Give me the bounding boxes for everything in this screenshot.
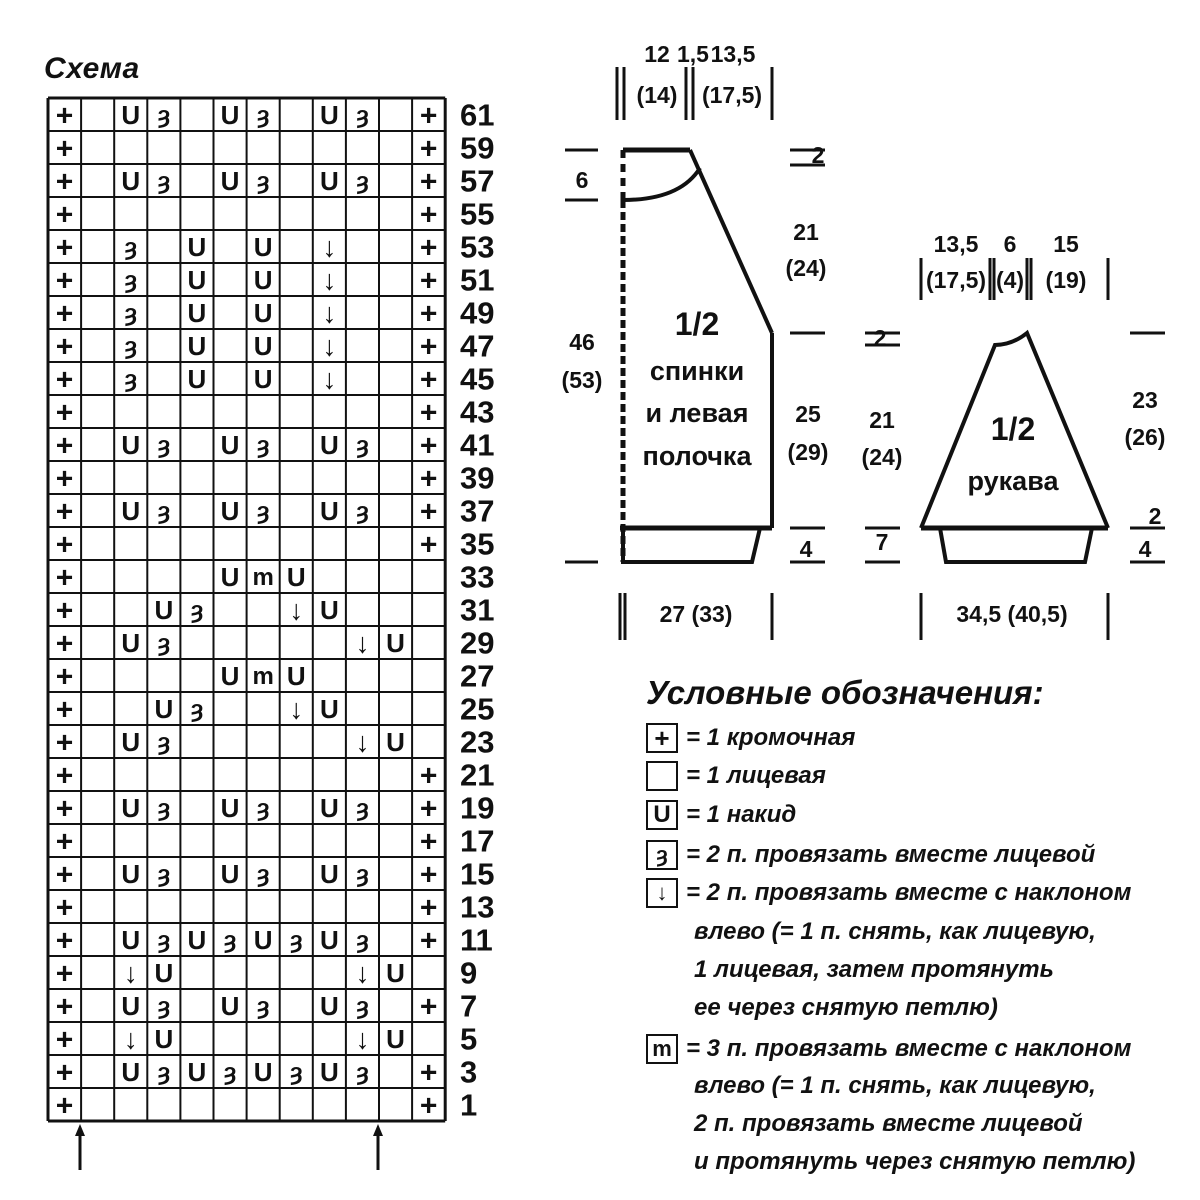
back-total-height-alt: (53) (561, 367, 603, 393)
chart-cell-symbol: + (419, 792, 438, 826)
repeat-marker-arrow (75, 1124, 85, 1136)
chart-cell-symbol: ȝ (356, 861, 369, 889)
chart-cell-symbol: + (55, 759, 74, 793)
chart-cell-symbol: U (319, 693, 339, 724)
sleeve-top-right-dim: 15 (1053, 231, 1079, 257)
chart-cell-symbol: + (55, 990, 74, 1024)
chart-cell-symbol: U (187, 363, 207, 394)
chart-cell-symbol: U (220, 165, 240, 196)
row-number: 55 (460, 196, 495, 232)
sleeve-top-right-alt-dim: (19) (1045, 267, 1087, 293)
chart-cell-symbol: + (55, 132, 74, 166)
chart-cell-symbol: ȝ (256, 795, 270, 823)
chart-cell-symbol: + (55, 1056, 74, 1090)
chart-cell-symbol: ȝ (256, 498, 270, 526)
chart-cell-symbol: U (253, 1056, 273, 1087)
back-label-fraction: 1/2 (674, 306, 720, 342)
chart-cell-symbol: + (419, 231, 438, 265)
chart-cell-symbol: ↓ (322, 330, 337, 362)
back-armhole-height-alt: (24) (785, 255, 827, 281)
chart-cell-symbol: U (220, 858, 240, 889)
chart-cell-symbol: ȝ (157, 729, 171, 757)
chart-cell-symbol: + (419, 396, 438, 430)
chart-cell-symbol: + (55, 693, 74, 727)
chart-cell-symbol: + (55, 561, 74, 595)
chart-cell-symbol: ↓ (355, 957, 370, 989)
sleeve-right-height: 23 (1132, 387, 1158, 413)
chart-cell-symbol: ȝ (223, 1059, 237, 1087)
chart-cell-symbol: U (187, 231, 207, 262)
row-number: 3 (460, 1054, 478, 1090)
sleeve-cap-height-alt: (24) (861, 444, 903, 470)
chart-cell-symbol: ȝ (256, 168, 270, 196)
chart-cell-symbol: ȝ (290, 927, 303, 955)
chart-cell-symbol: + (55, 957, 74, 991)
legend-text-k2tog: = 2 п. провязать вместе лицевой (686, 841, 1096, 868)
row-number: 23 (460, 724, 495, 760)
back-top-right-alt-dim: (17,5) (701, 82, 763, 108)
chart-cell-symbol: + (419, 297, 438, 331)
legend-item-yarnover (646, 800, 796, 830)
chart-cell-symbol: U (386, 726, 405, 757)
row-number: 57 (460, 163, 495, 199)
chart-cell-symbol: U (286, 561, 306, 592)
chart-cell-symbol: + (55, 594, 74, 628)
chart-cell-symbol: U (319, 99, 339, 130)
legend-sk3-cont-3: и протянуть через снятую петлю) (694, 1148, 1136, 1175)
chart-cell-symbol: + (55, 825, 74, 859)
chart-cell-symbol: U (154, 594, 174, 625)
chart-cell-symbol: U (386, 627, 405, 658)
chart-cell-symbol: U (286, 660, 306, 691)
sleeve-right-height-alt: (26) (1124, 424, 1166, 450)
chart-cell-symbol: U (154, 1023, 174, 1054)
sleeve-top-left-dim: 13,5 (933, 231, 979, 257)
chart-cell-symbol: U (187, 297, 207, 328)
row-number: 39 (460, 460, 495, 496)
chart-cell-symbol: ȝ (124, 234, 137, 262)
chart-cell-symbol: ↓ (355, 1023, 370, 1055)
chart-cell-symbol: U (220, 495, 240, 526)
chart-cell-symbol: ȝ (124, 333, 137, 361)
chart-cell-symbol: U (154, 957, 174, 988)
legend-text-ssk: = 2 п. провязать вместе с наклоном (686, 879, 1132, 906)
chart-cell-symbol: U (319, 165, 339, 196)
chart-cell-symbol: U (319, 990, 339, 1021)
sleeve-cuff-left: 7 (875, 529, 889, 555)
chart-cell-symbol: ȝ (124, 267, 137, 295)
chart-cell-symbol: ȝ (190, 597, 204, 625)
chart-cell-symbol: ȝ (356, 168, 369, 196)
chart-cell-symbol: ↓ (289, 693, 304, 725)
chart-cell-symbol: ȝ (356, 795, 369, 823)
chart-cell-symbol: + (55, 396, 74, 430)
chart-cell-symbol: U (121, 99, 141, 130)
sleeve-top-left-alt-dim: (17,5) (925, 267, 987, 293)
row-number: 47 (460, 328, 495, 364)
legend-text-edge: = 1 кромочная (686, 724, 856, 751)
sleeve-cap-height: 21 (869, 407, 895, 433)
chart-cell-symbol: U (253, 330, 273, 361)
back-armhole-height: 21 (793, 219, 819, 245)
chart-cell-symbol: m (252, 564, 274, 592)
chart-cell-symbol: ↓ (322, 264, 337, 296)
row-number: 15 (460, 856, 495, 892)
chart-cell-symbol: U (319, 858, 339, 889)
legend-text-knit: = 1 лицевая (686, 762, 826, 789)
chart-cell-symbol: ↓ (322, 363, 337, 395)
chart-cell-symbol: U (319, 429, 339, 460)
chart-cell-symbol: ↓ (355, 726, 370, 758)
chart-cell-symbol: ȝ (124, 300, 137, 328)
row-number: 61 (460, 97, 495, 133)
chart-cell-symbol: U (253, 924, 273, 955)
chart-cell-symbol: ȝ (256, 432, 270, 460)
chart-cell-symbol: U (319, 924, 339, 955)
chart-cell-symbol: + (55, 264, 74, 298)
legend-text-sk3: = 3 п. провязать вместе с наклоном (686, 1035, 1132, 1062)
chart-cell-symbol: U (121, 792, 141, 823)
row-number: 7 (460, 988, 478, 1024)
legend-ssk-cont-2: 1 лицевая, затем протянуть (694, 956, 1054, 983)
chart-cell-symbol: U (121, 858, 141, 889)
back-hem-height: 4 (799, 536, 813, 562)
chart-cell-symbol: U (319, 594, 339, 625)
chart-cell-symbol: + (55, 891, 74, 925)
chart-cell-symbol: + (419, 825, 438, 859)
chart-cell-symbol: ↓ (355, 627, 370, 659)
legend-item-sk3 (646, 1034, 1131, 1064)
sk3-icon: m (646, 1034, 678, 1064)
legend-item-k2tog (646, 840, 1095, 870)
chart-cell-symbol: m (252, 663, 274, 691)
chart-cell-symbol: U (121, 429, 141, 460)
row-number: 19 (460, 790, 495, 826)
chart-cell-symbol: + (419, 858, 438, 892)
sleeve-top-mid-alt-dim: (4) (995, 267, 1025, 293)
chart-cell-symbol: ȝ (157, 630, 171, 658)
chart-cell-symbol: ȝ (356, 432, 369, 460)
legend-item-ssk (646, 878, 1131, 908)
chart-cell-symbol: + (419, 132, 438, 166)
chart-cell-symbol: + (55, 231, 74, 265)
chart-cell-symbol: U (121, 924, 141, 955)
chart-cell-symbol: ȝ (290, 1059, 303, 1087)
chart-cell-symbol: U (253, 231, 273, 262)
sleeve-cap-offset: 2 (873, 325, 887, 351)
chart-cell-symbol: + (55, 858, 74, 892)
chart-cell-symbol: U (220, 561, 240, 592)
legend-item-edge (646, 723, 855, 753)
chart-cell-symbol: U (121, 1056, 141, 1087)
legend-text-yarnover: = 1 накид (686, 801, 797, 828)
chart-cell-symbol: U (121, 990, 141, 1021)
chart-cell-symbol: U (187, 264, 207, 295)
back-width: 27 (33) (659, 601, 733, 627)
chart-cell-symbol: ȝ (124, 366, 137, 394)
chart-cell-symbol: U (220, 429, 240, 460)
chart-cell-symbol: ȝ (356, 927, 369, 955)
chart-cell-symbol: U (253, 264, 273, 295)
row-number: 43 (460, 394, 495, 430)
sleeve-cuff-right-top: 2 (1148, 503, 1162, 529)
empty-square-icon (646, 761, 678, 791)
plus-icon: + (646, 723, 678, 753)
chart-cell-symbol: U (386, 1023, 405, 1054)
chart-cell-symbol: U (220, 660, 240, 691)
chart-cell-symbol: + (419, 891, 438, 925)
row-number: 35 (460, 526, 495, 562)
chart-cell-symbol: ȝ (157, 993, 171, 1021)
k2tog-icon: ȝ (646, 840, 678, 870)
row-number: 31 (460, 592, 495, 628)
chart-cell-symbol: + (419, 1089, 438, 1123)
arrow-down-icon: ↓ (646, 878, 678, 908)
chart-cell-symbol: + (55, 792, 74, 826)
back-top-left-dim: 12 (644, 41, 670, 67)
chart-cell-symbol: ȝ (157, 861, 171, 889)
sleeve-schematic (865, 258, 1165, 640)
chart-cell-symbol: U (121, 165, 141, 196)
chart-cell-symbol: + (419, 363, 438, 397)
chart-cell-symbol: ↓ (289, 594, 304, 626)
row-number: 51 (460, 262, 495, 298)
chart-cell-symbol: U (319, 792, 339, 823)
row-number: 59 (460, 130, 495, 166)
row-number: 5 (460, 1021, 478, 1057)
chart-cell-symbol: + (419, 759, 438, 793)
row-number: 13 (460, 889, 495, 925)
legend-title: Условные обозначения: (646, 674, 1044, 711)
chart-cell-symbol: ȝ (356, 498, 369, 526)
row-number: 37 (460, 493, 495, 529)
back-dimension-labels (562, 41, 829, 627)
legend-item-knit (646, 761, 826, 791)
sleeve-label-line2: рукава (967, 466, 1059, 496)
back-total-height: 46 (569, 329, 595, 355)
chart-cell-symbol: + (55, 1023, 74, 1057)
chart-cell-symbol: U (386, 957, 405, 988)
chart-cell-symbol: ȝ (223, 927, 237, 955)
back-side-height: 25 (795, 401, 821, 427)
chart-cell-symbol: + (55, 924, 74, 958)
chart-cell-symbol: + (55, 297, 74, 331)
chart-cell-symbol: U (220, 99, 240, 130)
back-label-line2: спинки (649, 356, 745, 386)
chart-cell-symbol: ↓ (123, 957, 138, 989)
chart-cell-symbol: U (187, 924, 207, 955)
chart-cell-symbol: ȝ (356, 102, 369, 130)
row-number: 49 (460, 295, 495, 331)
row-number: 45 (460, 361, 495, 397)
chart-cell-symbol: U (319, 495, 339, 526)
back-neck-depth: 6 (575, 167, 589, 193)
back-top-left-alt-dim: (14) (636, 82, 678, 108)
chart-cell-symbol: + (55, 627, 74, 661)
back-label-line4: полочка (642, 441, 752, 471)
chart-cell-symbol: + (419, 495, 438, 529)
chart-cell-symbol: + (419, 462, 438, 496)
chart-cell-symbol: U (220, 792, 240, 823)
chart-cell-symbol: ↓ (322, 231, 337, 263)
chart-title: Схема (44, 52, 140, 85)
chart-cell-symbol: ȝ (157, 102, 171, 130)
chart-cell-symbol: ȝ (157, 432, 171, 460)
chart-cell-symbol: + (419, 990, 438, 1024)
chart-cell-symbol: ȝ (190, 696, 204, 724)
chart-cell-symbol: + (419, 1056, 438, 1090)
chart-cell-symbol: ȝ (356, 1059, 369, 1087)
back-schematic (565, 67, 825, 640)
sleeve-top-mid-dim: 6 (1003, 231, 1017, 257)
chart-cell-symbol: + (55, 165, 74, 199)
chart-cell-symbol: ȝ (157, 795, 171, 823)
yarn-over-icon: U (646, 800, 678, 830)
row-number: 33 (460, 559, 495, 595)
chart-cell-symbol: U (154, 693, 174, 724)
chart-cell-symbol: + (419, 330, 438, 364)
chart-cell-symbol: + (55, 99, 74, 133)
chart-cell-symbol: + (419, 528, 438, 562)
chart-cell-symbol: ȝ (157, 927, 171, 955)
row-number: 29 (460, 625, 495, 661)
chart-cell-symbol: U (253, 297, 273, 328)
chart-cell-symbol: + (55, 495, 74, 529)
chart-cell-symbol: U (187, 330, 207, 361)
row-number: 9 (460, 955, 478, 991)
back-side-height-alt: (29) (787, 439, 829, 465)
chart-cell-symbol: U (121, 627, 141, 658)
chart-cell-symbol: + (419, 924, 438, 958)
chart-cell-symbol: + (55, 429, 74, 463)
chart-cell-symbol: + (55, 198, 74, 232)
legend-ssk-cont-1: влево (= 1 п. снять, как лицевую, (694, 918, 1096, 945)
row-number: 27 (460, 658, 495, 694)
chart-cell-symbol: + (55, 726, 74, 760)
chart-cell-symbol: U (319, 1056, 339, 1087)
chart-cell-symbol: ȝ (157, 168, 171, 196)
row-number: 53 (460, 229, 495, 265)
chart-cell-symbol: U (121, 726, 141, 757)
legend-sk3-cont-1: влево (= 1 п. снять, как лицевую, (694, 1072, 1096, 1099)
back-shoulder-drop: 2 (811, 142, 825, 168)
chart-cell-symbol: ȝ (157, 498, 171, 526)
chart-cell-symbol: ȝ (256, 993, 270, 1021)
chart-cell-symbol: ȝ (256, 861, 270, 889)
repeat-marker-arrow (373, 1124, 383, 1136)
chart-cell-symbol: ↓ (123, 1023, 138, 1055)
back-top-right-dim: 13,5 (710, 41, 756, 67)
chart-cell-symbol: + (55, 1089, 74, 1123)
chart-cell-symbol: ↓ (322, 297, 337, 329)
chart-cell-symbol: ȝ (256, 102, 270, 130)
chart-cell-symbol: U (121, 495, 141, 526)
chart-cell-symbol: + (55, 528, 74, 562)
sleeve-dimension-labels (862, 231, 1166, 627)
row-number: 11 (460, 922, 493, 958)
sleeve-label-fraction: 1/2 (990, 411, 1036, 447)
sleeve-width: 34,5 (40,5) (956, 601, 1068, 627)
chart-cell-symbol: + (419, 198, 438, 232)
chart-cell-symbol: + (55, 363, 74, 397)
chart-cell-symbol: + (55, 660, 74, 694)
chart-cell-symbol: + (419, 264, 438, 298)
chart-cell-symbol: + (55, 462, 74, 496)
row-number: 1 (460, 1087, 478, 1123)
chart-cell-symbol: U (253, 363, 273, 394)
chart-cell-symbol: + (419, 99, 438, 133)
chart-cell-symbol: U (187, 1056, 207, 1087)
legend-ssk-cont-3: ее через снятую петлю) (694, 994, 998, 1021)
chart-cell-symbol: + (419, 165, 438, 199)
chart-cell-symbol: ȝ (356, 993, 369, 1021)
chart-cell-symbol: + (55, 330, 74, 364)
back-top-mid-dim: 1,5 (677, 41, 709, 67)
row-number: 21 (460, 757, 495, 793)
back-label-line3: и левая (645, 398, 749, 428)
sleeve-cuff-right: 4 (1138, 536, 1152, 562)
legend-sk3-cont-2: 2 п. провязать вместе лицевой (694, 1110, 1083, 1137)
row-number: 25 (460, 691, 495, 727)
row-number: 17 (460, 823, 495, 859)
row-number: 41 (460, 427, 495, 463)
chart-cell-symbol: ȝ (157, 1059, 171, 1087)
chart-cell-symbol: U (220, 990, 240, 1021)
chart-cell-symbol: + (419, 429, 438, 463)
